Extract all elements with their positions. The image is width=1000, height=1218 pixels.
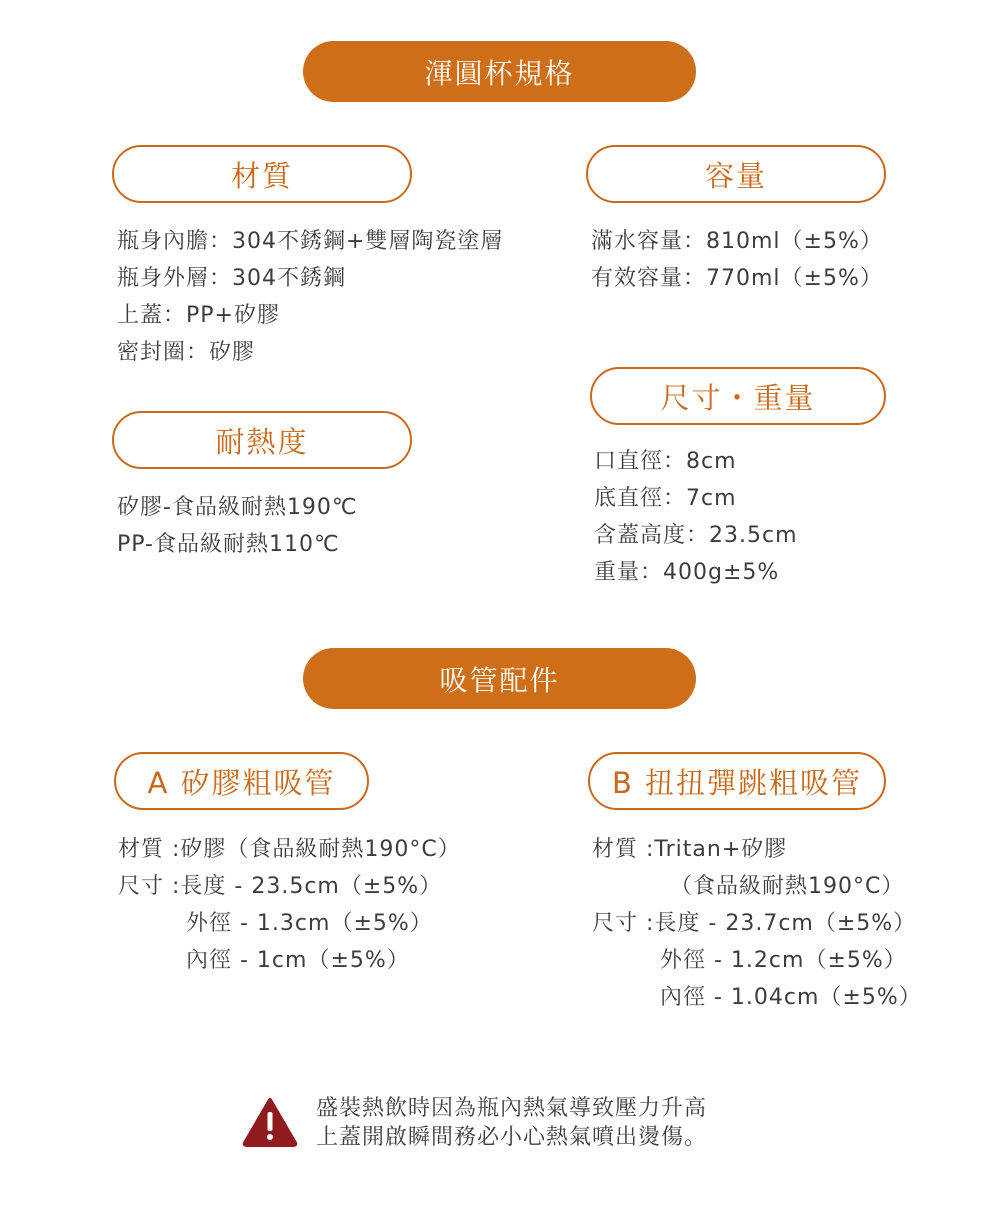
size-line: 口直徑：8cm: [594, 449, 737, 474]
material-list: [117, 223, 503, 371]
warning-line: 上蓋開啟瞬間務必小心熱氣噴出燙傷。: [316, 1125, 708, 1150]
material-line: 瓶身外層：304不銹鋼: [117, 266, 346, 291]
capacity-line: 滿水容量：810ml（±5%）: [591, 229, 883, 254]
size-line: 重量：400g±5%: [594, 560, 780, 585]
size-weight-pill: 尺寸・重量: [590, 367, 886, 425]
heat-line: 矽膠-食品級耐熱190℃: [117, 495, 358, 520]
material-pill: 材質: [112, 145, 412, 203]
heat-pill: 耐熱度: [112, 411, 412, 469]
straw-title-banner: 吸管配件: [303, 648, 696, 709]
straw-a-pill: A 矽膠粗吸管: [114, 752, 369, 810]
straw-b-line: 材質 :Tritan+矽膠: [592, 837, 788, 862]
warning-triangle-icon: [242, 1097, 298, 1147]
straw-a-line: 內徑 - 1cm（±5%）: [186, 948, 410, 973]
material-line: 上蓋：PP+矽膠: [117, 303, 280, 328]
capacity-pill: 容量: [586, 145, 886, 203]
warning-text: [316, 1094, 707, 1152]
heat-list: [117, 489, 358, 563]
straw-a-line: 材質 :矽膠（食品級耐熱190°C）: [118, 837, 461, 862]
straw-b-pill: B 扭扭彈跳粗吸管: [588, 752, 886, 810]
warning-line: 盛裝熱飲時因為瓶內熱氣導致壓力升高: [316, 1096, 708, 1121]
straw-b-list: [592, 831, 922, 1016]
capacity-list: [591, 223, 883, 297]
straw-b-line: 內徑 - 1.04cm（±5%）: [660, 985, 922, 1010]
straw-a-list: [118, 831, 461, 979]
material-line: 瓶身內膽：304不銹鋼+雙層陶瓷塗層: [117, 229, 504, 254]
spec-title-banner: 渾圓杯規格: [303, 41, 696, 102]
straw-a-line: 外徑 - 1.3cm（±5%）: [186, 911, 433, 936]
straw-b-line: 尺寸 :長度 - 23.7cm（±5%）: [592, 911, 917, 936]
heat-line: PP-食品級耐熱110℃: [117, 532, 340, 557]
capacity-line: 有效容量：770ml（±5%）: [591, 266, 883, 291]
size-list: [594, 443, 798, 591]
straw-b-line: 外徑 - 1.2cm（±5%）: [660, 948, 907, 973]
size-line: 底直徑：7cm: [594, 486, 737, 511]
size-line: 含蓋高度：23.5cm: [594, 523, 798, 548]
hot-drink-warning: [242, 1094, 762, 1156]
straw-b-line: （食品級耐熱190°C）: [670, 874, 905, 899]
material-line: 密封圈：矽膠: [117, 340, 256, 365]
straw-a-line: 尺寸 :長度 - 23.5cm（±5%）: [118, 874, 443, 899]
